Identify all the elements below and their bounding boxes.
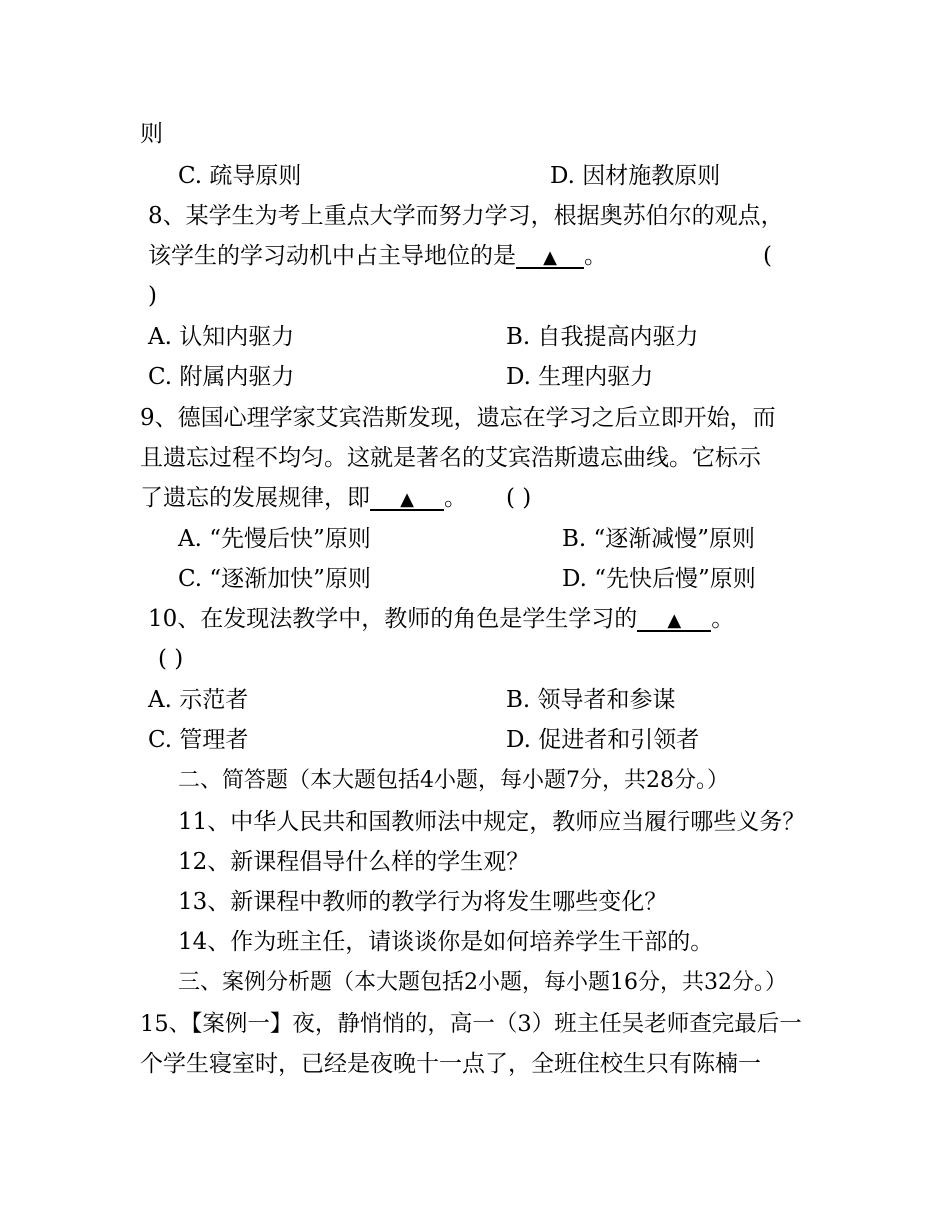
q10-stem-text: 10、在发现法教学中，教师的角色是学生学习的: [148, 606, 638, 632]
q9-stem-line3: [140, 487, 467, 511]
q7-option-c: C. 疏导原则: [178, 163, 302, 189]
q8-option-d: D. 生理内驱力: [506, 364, 654, 390]
q8-option-a: A. 认知内驱力: [148, 324, 295, 350]
q10-answer-paren: ( ): [158, 646, 184, 672]
q10-answer-blank: ▲: [637, 612, 711, 632]
q8-paren-open: (: [763, 243, 772, 269]
q9-option-b: B. “逐渐减慢”原则: [562, 526, 756, 552]
q15-line2: 个学生寝室时，已经是夜晚十一点了，全班住校生只有陈楠一: [140, 1051, 761, 1077]
q7-option-d: D. 因材施教原则: [550, 163, 721, 189]
q8-stem-line2: [148, 245, 607, 269]
q8-paren-close: ): [148, 283, 157, 309]
q11-text: 11、中华人民共和国教师法中规定，教师应当履行哪些义务？: [178, 809, 806, 835]
q10-option-b: B. 领导者和参谋: [506, 687, 676, 713]
q9-option-d: D. “先快后慢”原则: [562, 566, 756, 592]
q8-option-c: C. 附属内驱力: [148, 364, 295, 390]
q9-answer-blank: ▲: [370, 491, 444, 511]
q9-stem-line1: 9、德国心理学家艾宾浩斯发现，遗忘在学习之后立即开始，而: [140, 405, 776, 431]
section2-heading: 二、简答题（本大题包括4小题，每小题7分，共28分。）: [178, 768, 729, 793]
q9-answer-paren: ( ): [506, 485, 532, 511]
q14-text: 14、作为班主任，请谈谈你是如何培养学生干部的。: [178, 929, 714, 955]
q8-stem-line1: 8、某学生为考上重点大学而努力学习，根据奥苏伯尔的观点，: [148, 203, 784, 229]
q12-text: 12、新课程倡导什么样的学生观？: [178, 849, 530, 875]
q9-option-a: A. “先慢后快”原则: [178, 526, 371, 552]
q8-stem-end: 。: [584, 243, 607, 269]
q7-continuation: 则: [140, 121, 163, 147]
q9-stem-text: 了遗忘的发展规律，即: [140, 485, 370, 511]
q8-answer-blank: ▲: [516, 249, 584, 269]
q8-stem-text: 该学生的学习动机中占主导地位的是: [148, 243, 516, 269]
q15-line1: 15、【案例一】夜，静悄悄的，高一（3）班主任吴老师查完最后一: [140, 1011, 802, 1037]
q9-option-c: C. “逐渐加快”原则: [178, 566, 371, 592]
q9-stem-end: 。: [444, 485, 467, 511]
q10-option-d: D. 促进者和引领者: [506, 727, 700, 753]
q10-stem: [148, 608, 734, 632]
q13-text: 13、新课程中教师的教学行为将发生哪些变化？: [178, 889, 668, 915]
q10-option-a: A. 示范者: [148, 687, 249, 713]
q10-stem-end: 。: [711, 606, 735, 632]
q10-option-c: C. 管理者: [148, 727, 249, 753]
q8-option-b: B. 自我提高内驱力: [506, 324, 699, 350]
section3-heading: 三、案例分析题（本大题包括2小题，每小题16分，共32分。）: [178, 970, 787, 995]
q9-stem-line2: 且遗忘过程不均匀。这就是著名的艾宾浩斯遗忘曲线。它标示: [140, 445, 761, 471]
